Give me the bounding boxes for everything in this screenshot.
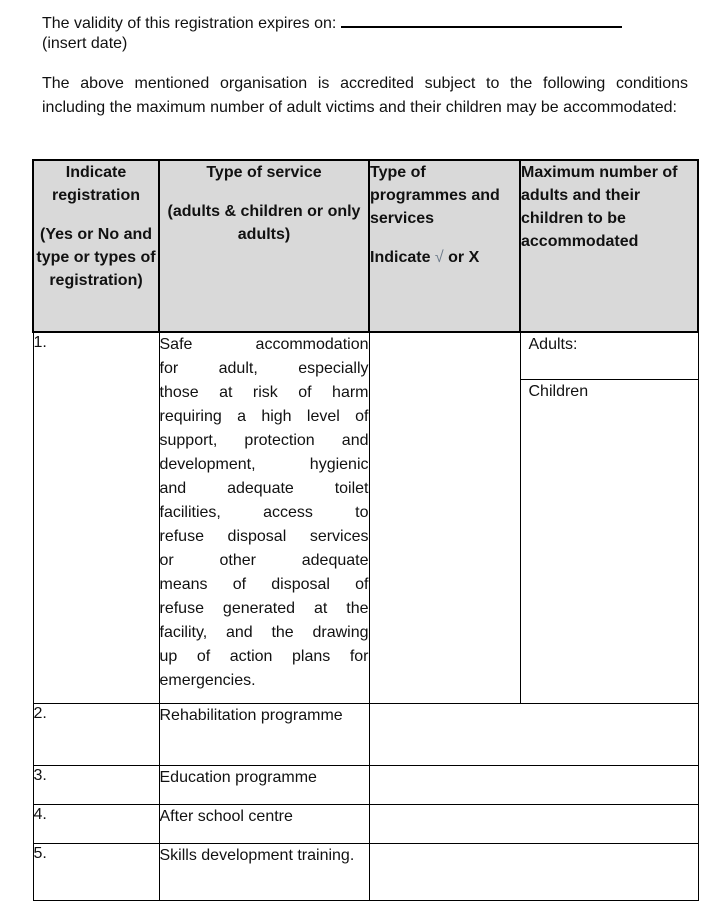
header-type-of-service: [159, 160, 369, 332]
service-description: Rehabilitation programme: [159, 704, 369, 766]
table-header-row: [33, 160, 698, 332]
service-description: Education programme: [159, 766, 369, 805]
table-row: [33, 805, 698, 844]
service-description: After school centre: [159, 805, 369, 844]
row-number: 4.: [33, 805, 159, 844]
row-response-cell[interactable]: [369, 844, 698, 901]
table-row: [33, 332, 698, 704]
row-number: 3.: [33, 766, 159, 805]
max-number-cell: [520, 332, 698, 704]
table-row: [33, 844, 698, 901]
programmes-cell[interactable]: [369, 332, 520, 704]
header-maximum-number: [520, 160, 698, 332]
row-number: 5.: [33, 844, 159, 901]
children-field[interactable]: Children: [528, 383, 589, 400]
service-description: Skills development training.: [159, 844, 369, 901]
insert-date-hint: (insert date): [42, 35, 128, 52]
row-response-cell[interactable]: [369, 704, 698, 766]
row-number: 1.: [33, 332, 159, 704]
row-response-cell[interactable]: [369, 766, 698, 805]
header-type-of-programmes: [369, 160, 520, 332]
registration-table: [32, 159, 699, 901]
table-row: [33, 704, 698, 766]
header-col3-indicate: Indicate √ or X: [370, 249, 480, 266]
header-col4-title: Maximum number of adults and their children to be accommodated: [521, 164, 678, 250]
header-col2-title: Type of service: [206, 164, 322, 181]
check-mark-icon: √: [434, 249, 444, 266]
validity-line: [42, 10, 622, 34]
header-indicate-registration: [33, 160, 159, 332]
header-col1-title: Indicate registration: [51, 164, 140, 204]
header-col3-title: Type of programmes and services: [370, 164, 500, 227]
adults-field[interactable]: Adults:: [521, 333, 698, 380]
expiry-date-blank[interactable]: [341, 10, 622, 28]
conditions-paragraph: The above mentioned organisation is accredited subject to the following conditions including the maximum number of adult victims and their children may be accommodated:: [42, 75, 688, 116]
service-description: Safe accommodation for adult, especially those at risk of harm requiring a high level of support, protection and development, hygienic and adequate toilet facilities, access to refuse disposal services or other adequate means of disposal of refuse generated at the facility, and the drawing up of action plans for emergencies.: [159, 332, 369, 704]
header-col2-subtitle: (adults & children or only adults): [167, 203, 361, 243]
table-row: [33, 766, 698, 805]
row-number: 2.: [33, 704, 159, 766]
row-response-cell[interactable]: [369, 805, 698, 844]
header-col1-subtitle: (Yes or No and type or types of registration): [36, 226, 156, 289]
validity-label: The validity of this registration expires on:: [42, 15, 337, 32]
